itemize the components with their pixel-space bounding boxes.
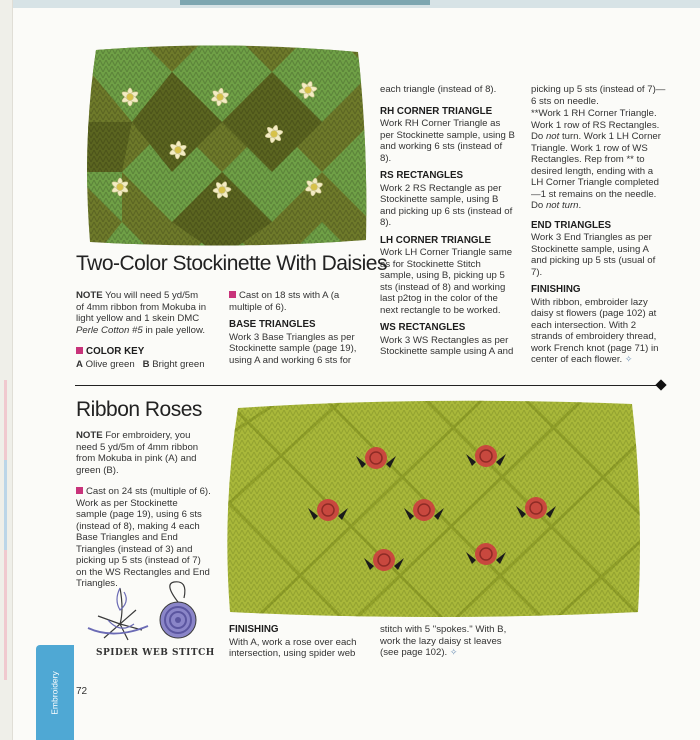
end-triangles-heading: END TRIANGLES	[531, 219, 612, 231]
bullet-square-icon	[76, 487, 83, 494]
section2-finishing-text: With A, work a rose over each intersection, using spider web	[229, 636, 357, 659]
section2-col3	[380, 624, 515, 665]
section2-cast-on: Cast on 24 sts (multiple of 6). Work as per Stockinette sample (page 19), using 6 sts (instead of 8), making 4 each Base Triangles and End Triangles (instead of 3) and picking up 5 sts (instead of 7) on the WS Rectangles and End Triangles.	[76, 486, 211, 589]
section2-col1	[76, 430, 211, 596]
section-divider	[75, 385, 660, 386]
sparkle-icon: ✧	[624, 354, 633, 364]
chapter-tab-label-wrap	[36, 645, 74, 740]
sparkle-icon: ✧	[449, 647, 458, 657]
finishing-heading: FINISHING	[531, 284, 581, 295]
base-triangles-text: Work 3 Base Triangles as per Stockinette sample (page 19), using A and working 6 sts for	[229, 331, 357, 366]
color-key-values: A Olive green B Bright green	[76, 358, 205, 370]
base-triangles-heading: BASE TRIANGLES	[229, 319, 316, 330]
section2-finishing-cont: stitch with 5 "spokes." With B, work the lazy daisy st leaves (see page 102). ✧	[380, 624, 507, 658]
lh-corner-heading: LH CORNER TRIANGLE	[380, 234, 492, 246]
rs-rectangles-text: Work 2 RS Rectangle as per Stockinette sample, using B and picking up 6 sts (instead of 8).	[380, 182, 513, 228]
rh-corner-heading: RH CORNER TRIANGLE	[380, 105, 493, 117]
section2-col2	[229, 624, 364, 666]
section1-col3	[380, 84, 515, 364]
bullet-square-icon	[76, 347, 83, 354]
section2-title: Ribbon Roses	[76, 398, 202, 421]
section1-note: NOTE You will need 5 yd/5m of 4mm ribbon from Mokuba in light yellow and 1 skein DMC Perle Cotton #5 in pale yellow.	[76, 290, 207, 336]
chapter-tab-label: Embroidery	[50, 670, 60, 715]
section1-cast-on: Cast on 18 sts with A (a multiple of 6).	[229, 290, 340, 313]
lh-corner-text: Work LH Corner Triangle same as for Stockinette Stitch sample, using B, picking up 5 sts (instead of 8) and working last p2tog in the color of the next rectangle to be worked.	[380, 247, 513, 316]
finishing-text: With ribbon, embroider lazy daisy st flowers (page 102) at each intersection. With 2 strands of embroidery thread, work French knot (page 71) in center of each flower. ✧	[531, 296, 659, 365]
page-number: 72	[76, 686, 88, 697]
top-color-strip-accent	[180, 0, 430, 5]
bullet-square-icon	[229, 291, 236, 298]
end-triangles-text: Work 3 End Triangles as per Stockinette sample, using A and picking up 5 sts (usual of 7).	[531, 232, 656, 278]
col3-continuation: each triangle (instead of 8).	[380, 84, 497, 95]
rh-corner-text: Work RH Corner Triangle as per Stockinette sample, using B and working 6 sts (instead of 8).	[380, 118, 515, 164]
rs-rectangles-heading: RS RECTANGLES	[380, 170, 464, 181]
col4-continuation: picking up 5 sts (instead of 7)—6 sts on needle.	[531, 84, 666, 107]
ws-rectangles-text: Work 3 WS Rectangles as per Stockinette sample using A and	[380, 334, 514, 357]
ribbon-roses-swatch-photo	[224, 398, 644, 620]
daisy-swatch-photo	[82, 42, 372, 250]
gutter-accent-blue	[4, 460, 7, 550]
diamond-icon	[655, 379, 666, 390]
section2-finishing-heading: FINISHING	[229, 624, 279, 635]
spider-web-caption: SPIDER WEB STITCH	[96, 648, 215, 658]
repeat-instructions: **Work 1 RH Corner Triangle. Work 1 row of RS Rectangles. Do not turn. Work 1 LH Corner Triangle. Work 1 row of WS Rectangles. Rep from ** to desired length, ending with a LH Corner Triangle completed—1 st remains on the needle. Do not turn.	[531, 108, 661, 211]
spider-web-stitch-diagram	[84, 580, 214, 646]
section1-col4	[531, 84, 666, 372]
section2-note: NOTE For embroidery, you need 5 yd/5m of 4mm ribbon from Mokuba in pink (A) and green (B).	[76, 430, 199, 476]
color-key-heading: COLOR KEY	[76, 346, 208, 358]
section1-title: Two-Color Stockinette With Daisies	[76, 252, 387, 275]
ws-rectangles-heading: WS RECTANGLES	[380, 322, 466, 333]
section1-col2	[229, 290, 361, 372]
section1-col1	[76, 290, 208, 376]
